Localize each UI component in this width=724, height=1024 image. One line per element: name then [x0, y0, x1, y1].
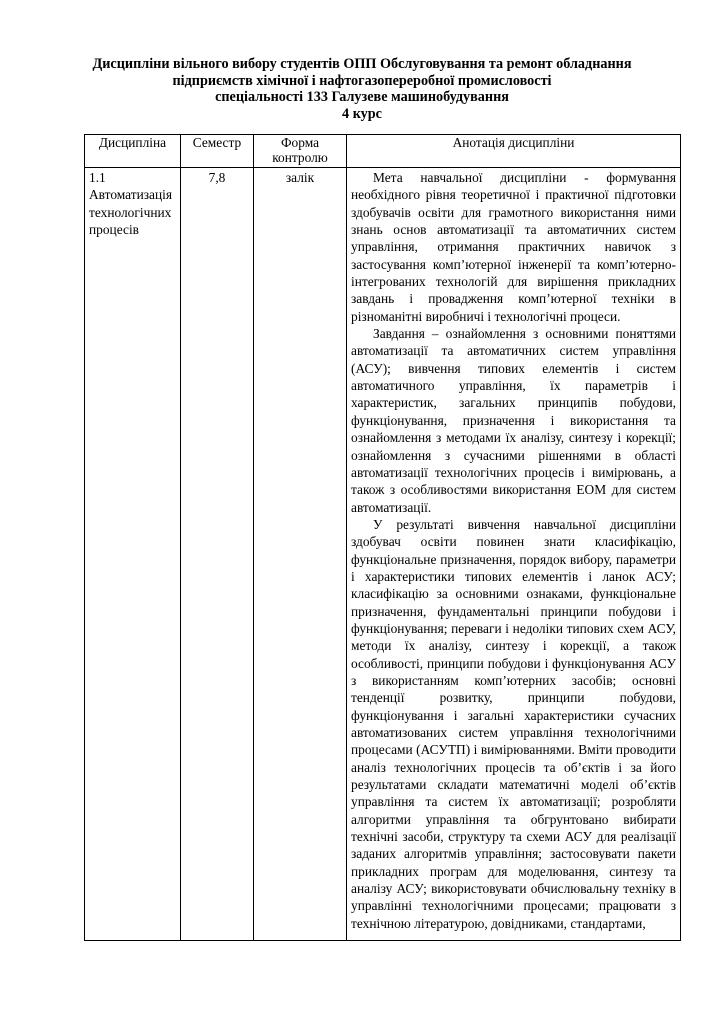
title-line-1: Дисципліни вільного вибору студентів ОПП Обслуговування та ремонт обладнання [92, 56, 632, 72]
disciplines-table [84, 134, 681, 941]
header-semester: Семестр [181, 135, 254, 168]
annotation-paragraph-goal: Мета навчальної дисципліни - формування необхідного рівня теоретичної і практичної підготовки здобувачів освіти для грамотного використання ними знань основ автоматизації та автоматичних систем управління, отримання практичних навичок з застосування комп’ютерної інженерії та комп’ютерно-інтегрованих технологій для вирішення прикладних завдань і провадження комп’ютерної техніки в різноманітні виробничі і технологічні процеси. [351, 170, 676, 324]
header-control-form: Форма контролю [254, 135, 347, 168]
table-row [85, 168, 681, 941]
document-title [0, 56, 724, 122]
annotation-paragraph-tasks: Завдання – ознайомлення з основними поняттями автоматизації та автоматичних систем управління (АСУ); вивчення типових елементів і систем автоматичного управління, їх параметрів і характеристик, загальних принципів побудови, функціонування, призначення і використання та ознайомлення з методами їх аналізу, синтезу і корекції; ознайомлення з сучасними рішеннями в області автоматизації технологічних процесів і вимірювань, а також з особливостями використання ЕОМ для систем автоматизації. [351, 326, 676, 515]
title-line-3: спеціальності 133 Галузеве машинобудування [215, 89, 509, 106]
title-line-2: підприємств хімічної і нафтогазопереробної промисловості [172, 72, 552, 89]
annotation-cell [347, 168, 681, 941]
header-annotation: Анотація дисципліни [347, 135, 681, 168]
header-discipline: Дисципліна [85, 135, 181, 168]
title-line-4: 4 курс [342, 105, 382, 122]
discipline-name: 1.1 Автоматизація технологічних процесів [85, 168, 181, 941]
table-header-row [85, 135, 681, 168]
semester-value: 7,8 [181, 168, 254, 941]
control-form-value: залік [254, 168, 347, 941]
annotation-paragraph-results: У результаті вивчення навчальної дисципліни здобувач освіти повинен знати класифікацію, функціональне призначення, порядок вибору, параметри і характеристики типових елементів і ланок АСУ; класифікацію за основними ознаками, функціональне призначення, фундаментальні принципи побудови і функціонування; переваги і недоліки типових схем АСУ, методи їх аналізу, синтезу і корекції, а також особливості, принципи побудови і функціонування АСУ з використанням комп’ютерних засобів; основні тенденції розвитку, принципи побудови, функціонування і загальні характеристики сучасних автоматизованих систем управління технологічними процесами (АСУТП) і вимірюваннями. Вміти проводити аналіз технологічних процесів та об’єктів і за його результатами складати математичні моделі об’єктів управління та систем їх автоматизації; розробляти алгоритми управління та обгрунтовано вибирати технічні засоби, структуру та схеми АСУ для реалізації заданих алгоритмів управління; застосовувати пакети прикладних програм для моделювання, синтезу та аналізу АСУ; використовувати обчислювальну техніку в управлінні технологічними процесами; працювати з технічною літературою, довідниками, стандартами, [351, 516, 676, 931]
